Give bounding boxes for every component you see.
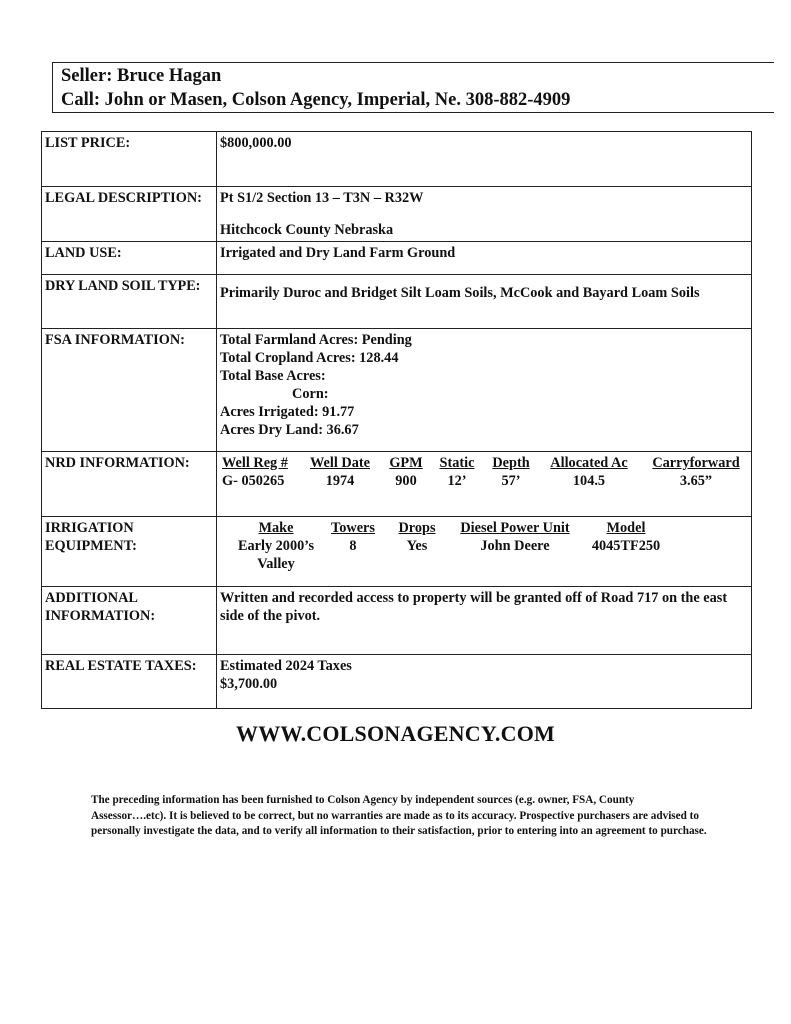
list-price-value: $800,000.00 [217,132,752,187]
fsa-corn: Corn: [292,386,329,402]
irr-header-towers: Towers [331,520,375,536]
taxes-line-2: $3,700.00 [220,676,278,692]
nrd-value-well-reg: G- 050265 [222,473,285,489]
fsa-dry-land: Acres Dry Land: 36.67 [220,422,359,438]
legal-description-value [217,187,752,242]
nrd-value-well-date: 1974 [325,473,355,489]
nrd-header-static: Static [439,455,475,471]
irrigation-label-line2: EQUIPMENT: [45,538,137,554]
nrd-col-well-reg [222,454,288,490]
dry-land-soil-row [42,275,752,329]
irr-col-drops [394,519,440,555]
taxes-value [217,655,752,709]
nrd-row [42,452,752,517]
additional-info-value: Written and recorded access to property will be granted off of Road 717 on the east side of the pivot. [217,587,752,655]
nrd-col-gpm [386,454,426,490]
taxes-row [42,655,752,709]
additional-info-label [42,587,217,655]
nrd-header-well-date: Well Date [310,455,370,471]
nrd-col-carryforward [647,454,745,490]
irr-col-towers [327,519,379,555]
irr-header-model: Model [606,520,646,536]
fsa-value [217,329,752,452]
nrd-value [217,452,752,517]
fsa-label: FSA INFORMATION: [42,329,217,452]
irr-col-diesel-unit [454,519,576,555]
nrd-value-static: 12’ [447,473,467,489]
irrigation-row [42,517,752,587]
nrd-value-carryforward: 3.65” [679,473,713,489]
taxes-line-1: Estimated 2024 Taxes [220,658,352,674]
irr-value-towers: 8 [349,538,357,554]
irr-value-drops: Yes [406,538,428,554]
nrd-header-gpm: GPM [389,455,423,471]
disclaimer-text: The preceding information has been furnished to Colson Agency by independent sources (e.g. owner, FSA, County Assessor….etc). It is believed to be correct, but no warranties are made as to its accuracy. Prospective purchasers are advised to personally investigate the data, and to verify all information to their satisfaction, prior to entering into an agreement to purchase. [91,794,707,837]
fsa-cropland: Total Cropland Acres: 128.44 [220,350,399,366]
legal-line-2: Hitchcock County Nebraska [220,222,394,238]
dry-land-soil-value: Primarily Duroc and Bridget Silt Loam Soils, McCook and Bayard Loam Soils [217,275,752,329]
irr-col-model [583,519,669,555]
additional-info-row [42,587,752,655]
listing-info-table [41,131,752,709]
irrigation-value [217,517,752,587]
irr-col-make [230,519,322,573]
nrd-header-carryforward: Carryforward [652,455,740,471]
contact-header [52,62,774,113]
nrd-header-depth: Depth [492,455,530,471]
irr-value-diesel-unit: John Deere [480,538,550,554]
additional-label-line1: ADDITIONAL [45,590,138,606]
dry-land-soil-label: DRY LAND SOIL TYPE: [42,275,217,329]
additional-label-line2: INFORMATION: [45,608,156,624]
nrd-label: NRD INFORMATION: [42,452,217,517]
irr-value-model: 4045TF250 [591,538,661,554]
land-use-row [42,242,752,275]
irr-value-make-line2: Valley [257,556,295,572]
website-url[interactable]: WWW.COLSONAGENCY.COM [236,721,555,746]
land-use-label: LAND USE: [42,242,217,275]
fsa-farmland: Total Farmland Acres: Pending [220,332,412,348]
nrd-header-well-reg: Well Reg # [222,455,288,471]
fsa-base: Total Base Acres: [220,368,326,384]
nrd-col-depth [489,454,533,490]
nrd-value-allocated: 104.5 [572,473,606,489]
nrd-col-static [435,454,479,490]
seller-line: Seller: Bruce Hagan [61,66,222,86]
nrd-col-well-date [306,454,374,490]
irr-value-make: Early 2000’s [237,538,315,554]
legal-description-label: LEGAL DESCRIPTION: [42,187,217,242]
land-use-value: Irrigated and Dry Land Farm Ground [217,242,752,275]
irrigation-label [42,517,217,587]
call-line: Call: John or Masen, Colson Agency, Imperial, Ne. 308-882-4909 [61,90,571,110]
irr-header-diesel-unit: Diesel Power Unit [460,520,570,536]
fsa-irrigated: Acres Irrigated: 91.77 [220,404,355,420]
nrd-col-allocated [542,454,636,490]
legal-description-row [42,187,752,242]
nrd-value-gpm: 900 [395,473,417,489]
fsa-row [42,329,752,452]
irr-header-drops: Drops [398,520,436,536]
taxes-label: REAL ESTATE TAXES: [42,655,217,709]
list-price-row [42,132,752,187]
list-price-label: LIST PRICE: [42,132,217,187]
legal-line-1: Pt S1/2 Section 13 – T3N – R32W [220,190,424,206]
nrd-header-allocated: Allocated Ac [550,455,628,471]
irrigation-label-line1: IRRIGATION [45,520,134,536]
nrd-value-depth: 57’ [501,473,521,489]
irr-header-make: Make [258,520,294,536]
